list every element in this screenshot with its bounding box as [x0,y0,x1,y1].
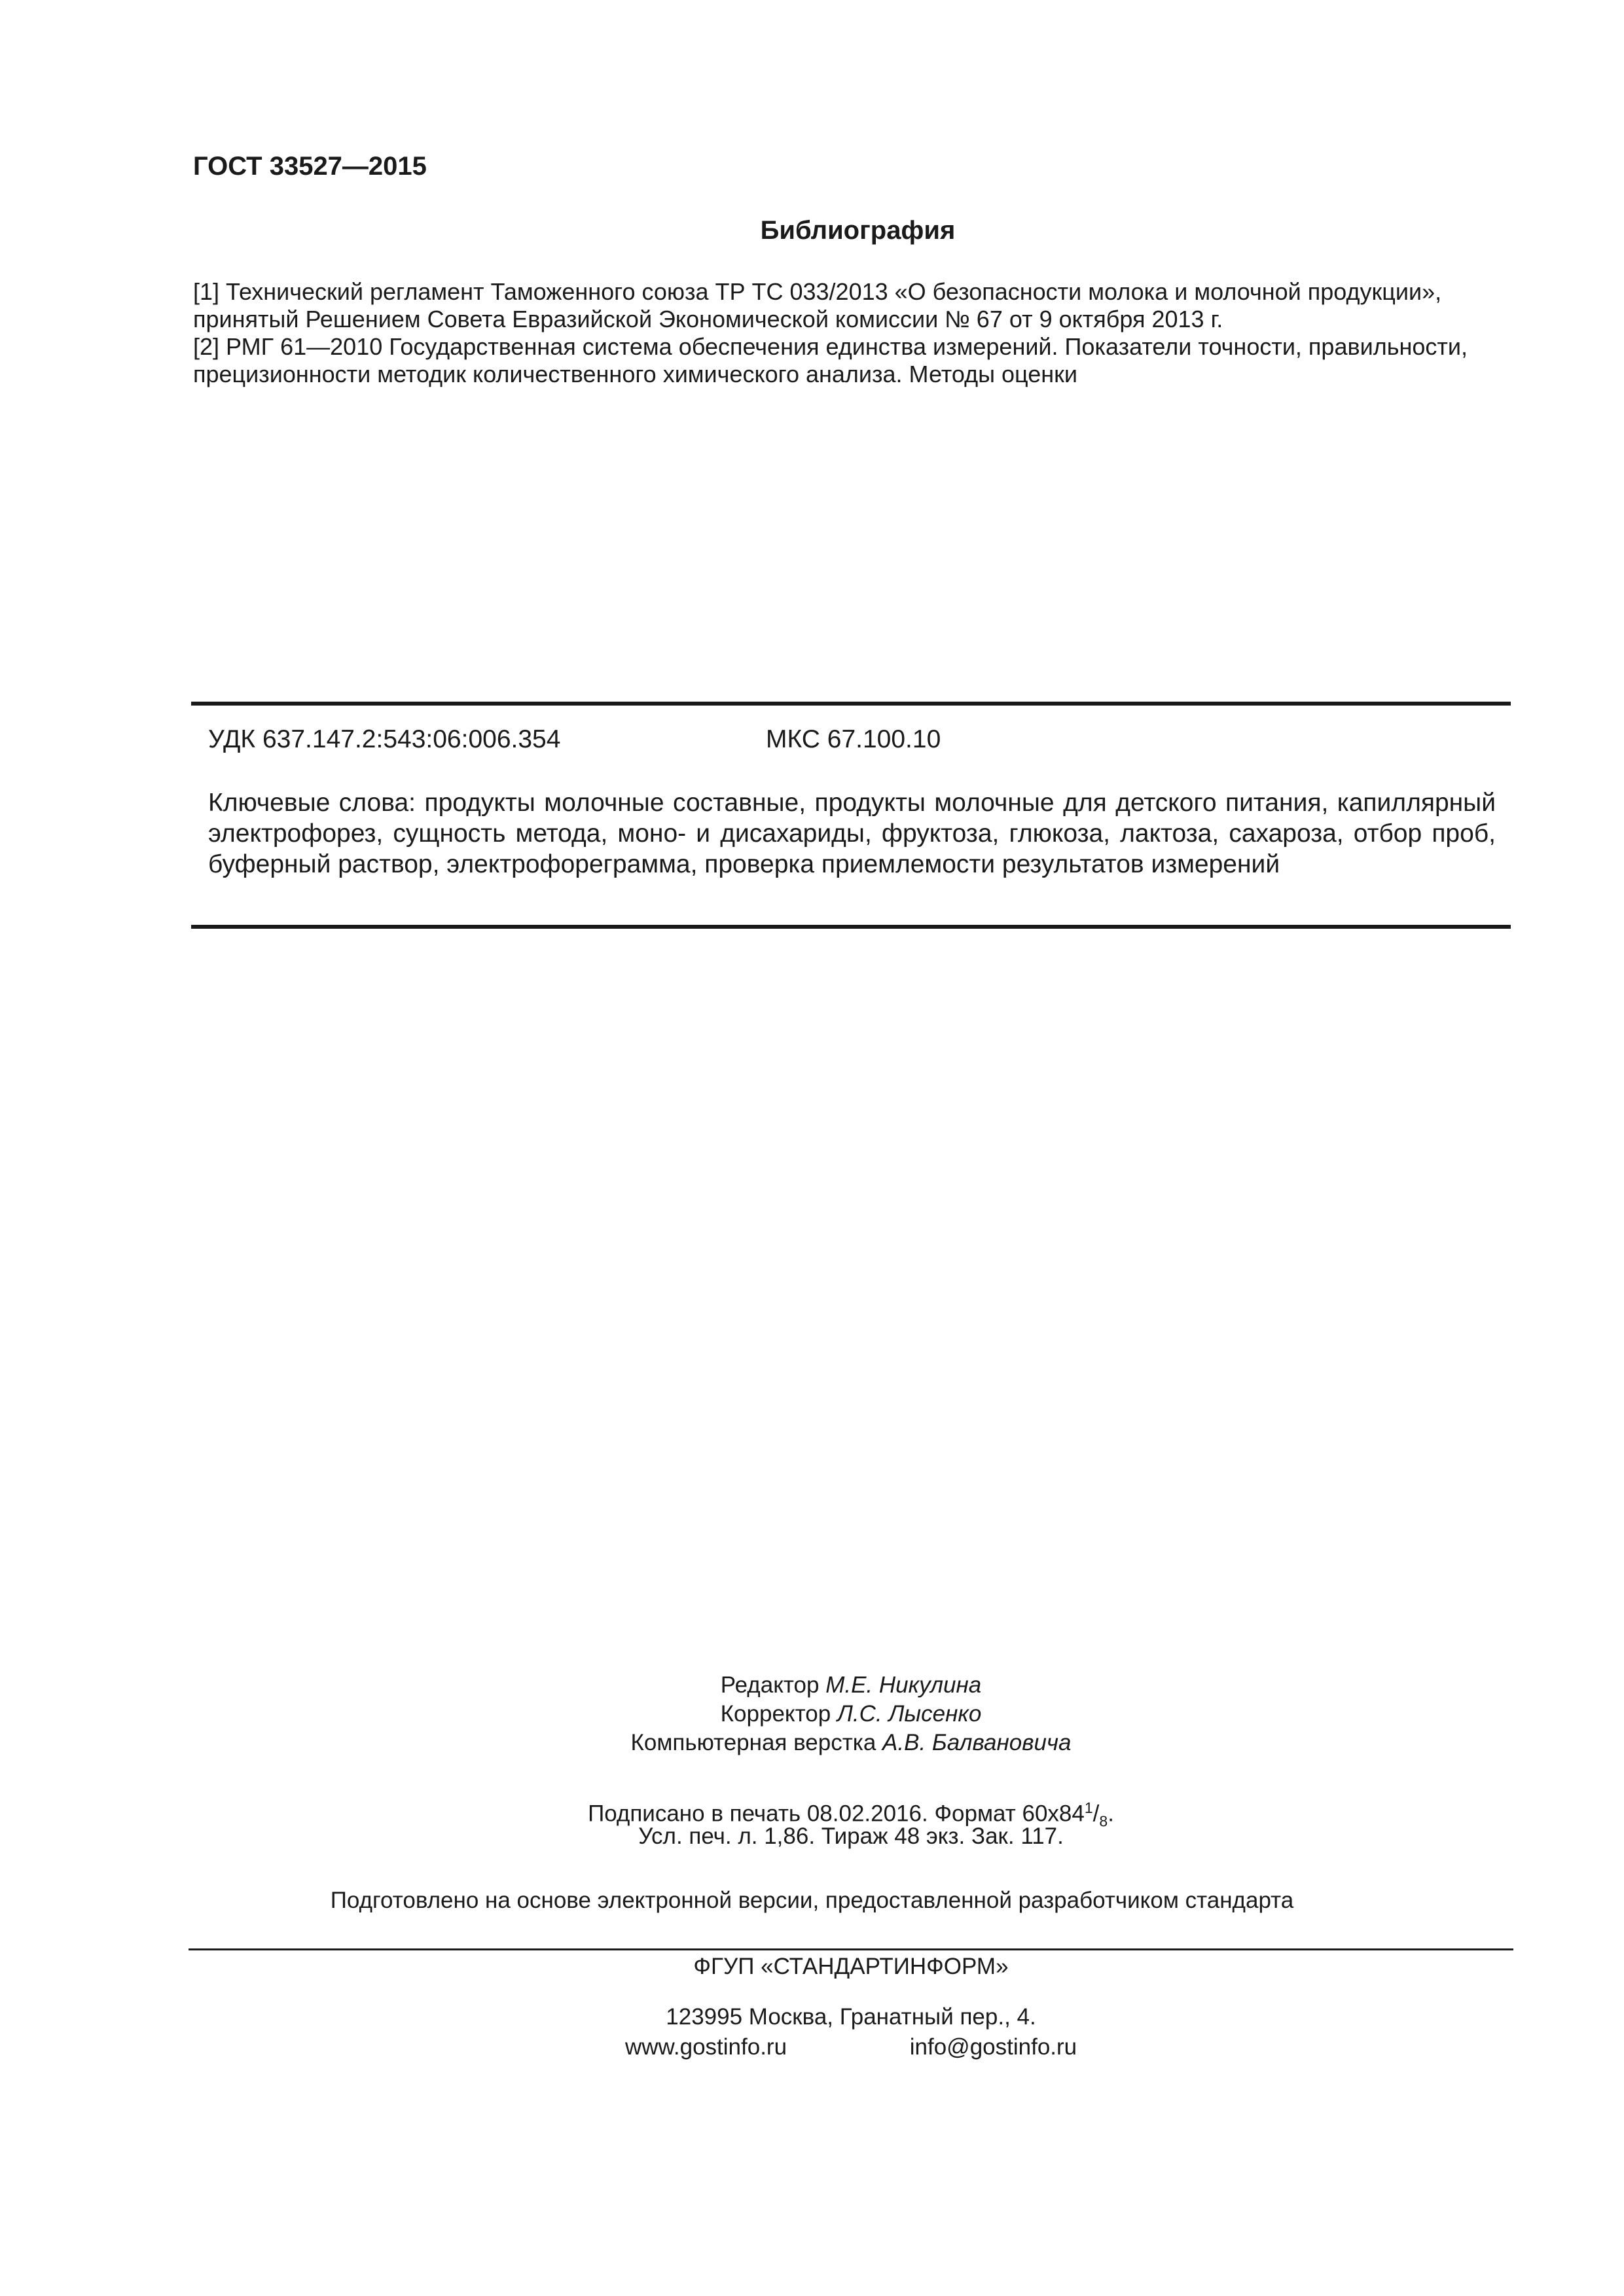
top-divider [191,702,1511,706]
publisher-address: 123995 Москва, Гранатный пер., 4. [666,2004,1036,2030]
publisher-website: www.gostinfo.ru [625,2034,787,2060]
udc-code: УДК 637.147.2:543:06:006.354 [208,725,561,753]
signed-line: Подписано в печать 08.02.2016. Формат $60х84^1/_8$. [588,1799,1114,1830]
corrector-name: Л.С. Лысенко [837,1701,982,1727]
publisher-divider [189,1948,1513,1950]
corrector-line [0,1700,1624,1729]
layout-line [0,1729,1624,1757]
editor-line [0,1671,1624,1700]
publisher-name: ФГУП «СТАНДАРТИНФОРМ» [693,1954,1009,1979]
bibliography-list [193,278,1509,388]
keywords: Ключевые слова: продукты молочные составные, продукты молочные для детского питания, капиллярный электрофорез, сущность метода, моно- и дисахариды, фруктоза, глюкоза, лактоза, сахароза, отбор проб, буферный раствор, электрофореграмма, проверка приемлемости результатов измерений [208,789,1496,878]
print-info: Усл. печ. л. 1,86. Тираж 48 экз. Зак. 117. [638,1823,1064,1849]
bibliography-entry: [2] РМГ 61—2010 Государственная система обеспечения единства измерений. Показатели точности, правильности, прецизионности методик количественного химического анализа. Методы оценки [193,333,1468,387]
format-subscript: 8 [1099,1812,1108,1830]
format-superscript: 1 [1084,1799,1093,1816]
editor-name: М.Е. Никулина [825,1672,982,1698]
document-code: ГОСТ 33527—2015 [193,152,427,181]
bibliography-title [0,216,1624,245]
layout-label: Компьютерная верстка [630,1730,876,1755]
mks-code: МКС 67.100.10 [766,725,941,753]
prepared-note: Подготовлено на основе электронной версии, предоставленной разработчиком стандарта [330,1888,1294,1913]
corrector-label: Корректор [720,1701,831,1727]
signed-text: Подписано в печать 08.02.2016. Формат 60х84 [588,1801,1085,1827]
bibliography-title-text: Библиография [760,216,956,245]
publisher-contacts [625,2034,1077,2060]
bottom-divider [191,925,1511,929]
publisher-email: info@gostinfo.ru [909,2034,1077,2060]
layout-name: А.В. Балвановича [882,1730,1072,1755]
bibliography-entry: [1] Технический регламент Таможенного союза ТР ТС 033/2013 «О безопасности молока и молочной продукции», принятый Решением Совета Евразийской Экономической комиссии № 67 от 9 октября 2013 г. [193,278,1442,332]
editor-label: Редактор [720,1672,820,1698]
